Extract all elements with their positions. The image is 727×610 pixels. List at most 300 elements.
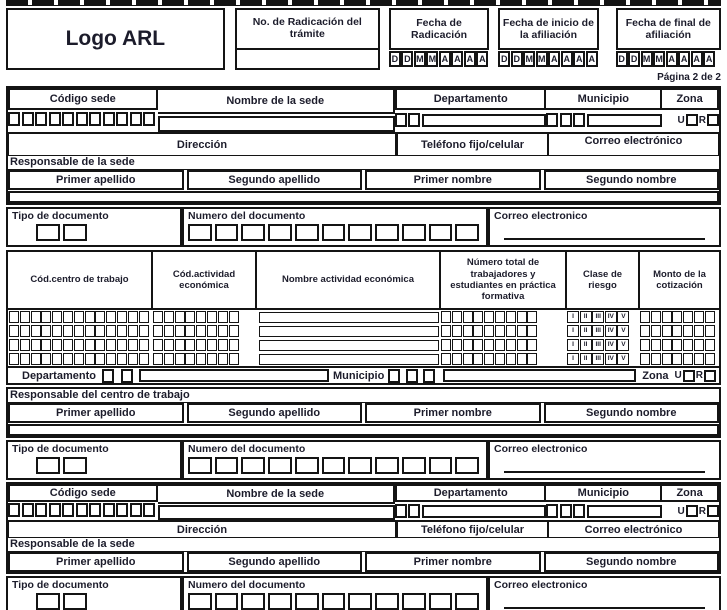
direccion-field[interactable]: Dirección xyxy=(8,133,396,156)
doc-type-cell[interactable] xyxy=(63,224,87,241)
date-cell[interactable]: A xyxy=(678,51,690,67)
char-cell[interactable] xyxy=(62,503,74,517)
grid-cell[interactable] xyxy=(506,311,516,323)
grid-cell[interactable] xyxy=(229,311,239,323)
char-cell[interactable] xyxy=(546,113,558,127)
grid-cell[interactable] xyxy=(207,353,217,365)
grid-cell[interactable] xyxy=(683,311,693,323)
grid-cell[interactable] xyxy=(705,325,715,337)
doc-number-cell[interactable] xyxy=(322,224,346,241)
grid-cell[interactable] xyxy=(452,353,462,365)
grid-cell[interactable] xyxy=(31,353,41,365)
grid-cell[interactable] xyxy=(452,325,462,337)
grid-cell[interactable] xyxy=(207,339,217,351)
grid-cell[interactable] xyxy=(218,353,228,365)
grid-cell[interactable] xyxy=(495,311,505,323)
char-cell[interactable] xyxy=(49,503,61,517)
date-cell[interactable]: A xyxy=(451,51,463,67)
grid-cell[interactable] xyxy=(20,353,30,365)
doc-number-cell[interactable] xyxy=(241,593,265,610)
doc-number-cell[interactable] xyxy=(241,224,265,241)
grid-cell[interactable] xyxy=(164,311,174,323)
doc-number-cell[interactable] xyxy=(215,457,239,474)
grid-cell[interactable] xyxy=(63,325,73,337)
doc-type-cell[interactable] xyxy=(63,593,87,610)
doc-number-cell[interactable] xyxy=(322,457,346,474)
grid-cell[interactable] xyxy=(218,325,228,337)
char-cell[interactable] xyxy=(408,504,420,518)
grid-cell[interactable] xyxy=(527,353,537,365)
date-cell[interactable]: A xyxy=(691,51,703,67)
zona-r-checkbox[interactable] xyxy=(707,114,719,126)
grid-cell[interactable] xyxy=(139,353,149,365)
doc-number-cell[interactable] xyxy=(215,593,239,610)
date-cell[interactable]: A xyxy=(476,51,488,67)
nombre-actividad-input[interactable] xyxy=(259,340,439,351)
grid-cell[interactable] xyxy=(229,325,239,337)
doc-type-cell[interactable] xyxy=(63,457,87,474)
grid-cell[interactable] xyxy=(74,325,84,337)
doc-number-cell[interactable] xyxy=(375,593,399,610)
grid-cell[interactable] xyxy=(484,311,494,323)
grid-cell[interactable] xyxy=(164,325,174,337)
grid-cell[interactable] xyxy=(441,353,451,365)
doc-number-cell[interactable] xyxy=(348,224,372,241)
risk-cell-iii[interactable]: III xyxy=(592,353,604,365)
date-cell[interactable]: D xyxy=(401,51,413,67)
grid-cell[interactable] xyxy=(705,311,715,323)
grid-cell[interactable] xyxy=(218,339,228,351)
date-cell[interactable]: M xyxy=(414,51,426,67)
risk-cell-iv[interactable]: IV xyxy=(605,339,617,351)
char-cell[interactable] xyxy=(573,113,585,127)
grid-cell[interactable] xyxy=(95,353,105,365)
char-cell[interactable] xyxy=(102,369,114,383)
grid-cell[interactable] xyxy=(128,339,138,351)
risk-cell-i[interactable]: I xyxy=(567,353,579,365)
grid-cell[interactable] xyxy=(495,353,505,365)
risk-cell-i[interactable]: I xyxy=(567,311,579,323)
nombre-actividad-header: Nombre actividad económica xyxy=(257,252,441,310)
grid-cell[interactable] xyxy=(229,339,239,351)
nombres-input-row[interactable] xyxy=(8,424,719,436)
risk-cell-iii[interactable]: III xyxy=(592,311,604,323)
date-cell[interactable]: D xyxy=(628,51,640,67)
grid-cell[interactable] xyxy=(506,325,516,337)
grid-cell[interactable] xyxy=(9,339,19,351)
grid-cell[interactable] xyxy=(52,339,62,351)
grid-cell[interactable] xyxy=(31,325,41,337)
date-cell[interactable]: M xyxy=(641,51,653,67)
telefono-field[interactable]: Teléfono fijo/celular xyxy=(396,133,548,156)
doc-number-cell[interactable] xyxy=(322,593,346,610)
risk-cell-v[interactable]: V xyxy=(617,311,629,323)
risk-cell-iv[interactable]: IV xyxy=(605,353,617,365)
date-cell[interactable]: A xyxy=(439,51,451,67)
doc-number-cell[interactable] xyxy=(402,224,426,241)
grid-cell[interactable] xyxy=(662,325,672,337)
char-cell[interactable] xyxy=(573,504,585,518)
grid-cell[interactable] xyxy=(9,325,19,337)
grid-cell[interactable] xyxy=(20,339,30,351)
char-cell[interactable] xyxy=(35,503,47,517)
char-cell[interactable] xyxy=(116,112,128,126)
grid-cell[interactable] xyxy=(527,325,537,337)
grid-cell[interactable] xyxy=(85,325,95,337)
grid-cell[interactable] xyxy=(153,311,163,323)
grid-cell[interactable] xyxy=(153,325,163,337)
grid-cell[interactable] xyxy=(207,311,217,323)
grid-cell[interactable] xyxy=(495,325,505,337)
grid-cell[interactable] xyxy=(463,339,473,351)
risk-cell-ii[interactable]: II xyxy=(580,325,592,337)
grid-cell[interactable] xyxy=(473,353,483,365)
date-cell[interactable]: D xyxy=(511,51,523,67)
grid-cell[interactable] xyxy=(683,339,693,351)
grid-cell[interactable] xyxy=(441,311,451,323)
grid-cell[interactable] xyxy=(117,339,127,351)
grid-cell[interactable] xyxy=(196,311,206,323)
grid-cell[interactable] xyxy=(527,311,537,323)
departamento-input[interactable] xyxy=(422,114,547,127)
grid-cell[interactable] xyxy=(117,325,127,337)
grid-cell[interactable] xyxy=(651,339,661,351)
date-cell[interactable]: D xyxy=(498,51,510,67)
grid-cell[interactable] xyxy=(527,339,537,351)
risk-cell-v[interactable]: V xyxy=(617,339,629,351)
grid-cell[interactable] xyxy=(52,353,62,365)
date-cell[interactable]: A xyxy=(703,51,715,67)
char-cell[interactable] xyxy=(49,112,61,126)
char-cell[interactable] xyxy=(560,504,572,518)
zona-u-checkbox[interactable] xyxy=(686,114,698,126)
radicacion-input[interactable] xyxy=(237,48,378,68)
grid-cell[interactable] xyxy=(95,311,105,323)
char-cell[interactable] xyxy=(89,503,101,517)
grid-cell[interactable] xyxy=(185,339,195,351)
grid-cell[interactable] xyxy=(473,339,483,351)
risk-cell-ii[interactable]: II xyxy=(580,311,592,323)
grid-cell[interactable] xyxy=(683,325,693,337)
nombre-actividad-input[interactable] xyxy=(259,312,439,323)
grid-cell[interactable] xyxy=(31,311,41,323)
char-cell[interactable] xyxy=(130,112,142,126)
char-cell[interactable] xyxy=(395,504,407,518)
grid-cell[interactable] xyxy=(52,325,62,337)
grid-cell[interactable] xyxy=(662,339,672,351)
doc-number-cell[interactable] xyxy=(215,224,239,241)
date-cell[interactable]: A xyxy=(464,51,476,67)
doc-number-cell[interactable] xyxy=(241,457,265,474)
grid-cell[interactable] xyxy=(473,325,483,337)
grid-cell[interactable] xyxy=(672,311,682,323)
char-cell[interactable] xyxy=(8,503,20,517)
char-cell[interactable] xyxy=(423,369,435,383)
grid-cell[interactable] xyxy=(128,311,138,323)
grid-cell[interactable] xyxy=(452,339,462,351)
grid-cell[interactable] xyxy=(495,339,505,351)
grid-cell[interactable] xyxy=(517,339,527,351)
grid-cell[interactable] xyxy=(85,311,95,323)
grid-cell[interactable] xyxy=(705,339,715,351)
doc-number-cell[interactable] xyxy=(455,457,479,474)
correo-field[interactable]: Correo electrónico xyxy=(548,133,719,156)
grid-cell[interactable] xyxy=(463,353,473,365)
correo-input[interactable] xyxy=(504,459,705,473)
risk-cell-iii[interactable]: III xyxy=(592,339,604,351)
grid-cell[interactable] xyxy=(196,325,206,337)
risk-cell-v[interactable]: V xyxy=(617,353,629,365)
grid-cell[interactable] xyxy=(128,325,138,337)
doc-number-cell[interactable] xyxy=(188,593,212,610)
doc-number-cell[interactable] xyxy=(295,224,319,241)
doc-number-cell[interactable] xyxy=(348,593,372,610)
char-cell[interactable] xyxy=(22,503,34,517)
risk-cell-i[interactable]: I xyxy=(567,339,579,351)
grid-cell[interactable] xyxy=(9,353,19,365)
grid-cell[interactable] xyxy=(63,339,73,351)
grid-cell[interactable] xyxy=(117,353,127,365)
doc-number-cell[interactable] xyxy=(429,593,453,610)
grid-cell[interactable] xyxy=(175,339,185,351)
risk-cell-iii[interactable]: III xyxy=(592,325,604,337)
grid-cell[interactable] xyxy=(117,311,127,323)
char-cell[interactable] xyxy=(388,369,400,383)
grid-cell[interactable] xyxy=(640,325,650,337)
grid-cell[interactable] xyxy=(473,311,483,323)
doc-type-cell[interactable] xyxy=(36,457,60,474)
date-cell[interactable]: A xyxy=(573,51,585,67)
grid-cell[interactable] xyxy=(196,339,206,351)
grid-cell[interactable] xyxy=(139,339,149,351)
grid-cell[interactable] xyxy=(705,353,715,365)
risk-cell-v[interactable]: V xyxy=(617,325,629,337)
doc-number-cell[interactable] xyxy=(402,593,426,610)
grid-cell[interactable] xyxy=(185,325,195,337)
grid-cell[interactable] xyxy=(185,353,195,365)
grid-cell[interactable] xyxy=(662,353,672,365)
doc-number-cell[interactable] xyxy=(455,593,479,610)
doc-number-cell[interactable] xyxy=(348,457,372,474)
grid-cell[interactable] xyxy=(517,311,527,323)
grid-cell[interactable] xyxy=(196,353,206,365)
grid-cell[interactable] xyxy=(694,339,704,351)
char-cell[interactable] xyxy=(408,113,420,127)
grid-cell[interactable] xyxy=(106,353,116,365)
date-cell[interactable]: A xyxy=(586,51,598,67)
grid-cell[interactable] xyxy=(672,339,682,351)
date-cell[interactable]: M xyxy=(653,51,665,67)
departamento-input[interactable] xyxy=(139,369,329,382)
grid-cell[interactable] xyxy=(74,353,84,365)
doc-type-cell[interactable] xyxy=(36,224,60,241)
grid-cell[interactable] xyxy=(694,311,704,323)
grid-cell[interactable] xyxy=(506,353,516,365)
grid-cell[interactable] xyxy=(20,311,30,323)
grid-cell[interactable] xyxy=(9,311,19,323)
grid-cell[interactable] xyxy=(651,325,661,337)
date-cell[interactable]: A xyxy=(561,51,573,67)
risk-cell-ii[interactable]: II xyxy=(580,353,592,365)
grid-cell[interactable] xyxy=(74,311,84,323)
grid-cell[interactable] xyxy=(175,325,185,337)
grid-cell[interactable] xyxy=(463,311,473,323)
grid-cell[interactable] xyxy=(85,339,95,351)
char-cell[interactable] xyxy=(143,503,155,517)
grid-cell[interactable] xyxy=(106,311,116,323)
municipio-input[interactable] xyxy=(443,369,636,382)
grid-cell[interactable] xyxy=(662,311,672,323)
grid-cell[interactable] xyxy=(484,325,494,337)
grid-cell[interactable] xyxy=(185,311,195,323)
grid-cell[interactable] xyxy=(74,339,84,351)
doc-number-cell[interactable] xyxy=(188,457,212,474)
risk-cell-i[interactable]: I xyxy=(567,325,579,337)
grid-cell[interactable] xyxy=(139,325,149,337)
char-cell[interactable] xyxy=(130,503,142,517)
char-cell[interactable] xyxy=(8,112,20,126)
char-cell[interactable] xyxy=(116,503,128,517)
correo-field[interactable]: Correo electrónico xyxy=(548,521,719,538)
grid-cell[interactable] xyxy=(20,325,30,337)
doc-type-cell[interactable] xyxy=(36,593,60,610)
zona-u-checkbox[interactable] xyxy=(683,370,695,382)
grid-cell[interactable] xyxy=(441,339,451,351)
grid-cell[interactable] xyxy=(640,353,650,365)
grid-cell[interactable] xyxy=(651,311,661,323)
grid-cell[interactable] xyxy=(128,353,138,365)
nombre-actividad-input[interactable] xyxy=(259,354,439,365)
grid-cell[interactable] xyxy=(517,353,527,365)
char-cell[interactable] xyxy=(395,113,407,127)
departamento-input[interactable] xyxy=(422,505,547,518)
grid-cell[interactable] xyxy=(463,325,473,337)
grid-cell[interactable] xyxy=(95,339,105,351)
char-cell[interactable] xyxy=(62,112,74,126)
char-cell[interactable] xyxy=(89,112,101,126)
nombre-sede-input[interactable] xyxy=(158,505,395,520)
grid-cell[interactable] xyxy=(683,353,693,365)
doc-number-cell[interactable] xyxy=(455,224,479,241)
grid-cell[interactable] xyxy=(63,311,73,323)
grid-cell[interactable] xyxy=(153,353,163,365)
grid-cell[interactable] xyxy=(41,325,51,337)
doc-number-cell[interactable] xyxy=(295,593,319,610)
municipio-input[interactable] xyxy=(587,505,662,518)
correo-input[interactable] xyxy=(504,595,705,609)
char-cell[interactable] xyxy=(76,503,88,517)
grid-cell[interactable] xyxy=(229,353,239,365)
grid-cell[interactable] xyxy=(164,353,174,365)
grid-cell[interactable] xyxy=(640,311,650,323)
char-cell[interactable] xyxy=(406,369,418,383)
risk-cell-iv[interactable]: IV xyxy=(605,325,617,337)
char-cell[interactable] xyxy=(560,113,572,127)
grid-cell[interactable] xyxy=(106,325,116,337)
doc-number-cell[interactable] xyxy=(429,457,453,474)
char-cell[interactable] xyxy=(103,112,115,126)
grid-cell[interactable] xyxy=(484,353,494,365)
doc-number-cell[interactable] xyxy=(375,224,399,241)
grid-cell[interactable] xyxy=(41,339,51,351)
risk-cell-iv[interactable]: IV xyxy=(605,311,617,323)
date-cell[interactable]: D xyxy=(616,51,628,67)
date-cell[interactable]: M xyxy=(536,51,548,67)
grid-cell[interactable] xyxy=(441,325,451,337)
grid-cell[interactable] xyxy=(651,353,661,365)
grid-cell[interactable] xyxy=(207,325,217,337)
telefono-field[interactable]: Teléfono fijo/celular xyxy=(396,521,548,538)
grid-cell[interactable] xyxy=(694,353,704,365)
doc-number-cell[interactable] xyxy=(188,224,212,241)
date-cell[interactable]: A xyxy=(666,51,678,67)
doc-number-cell[interactable] xyxy=(268,457,292,474)
char-cell[interactable] xyxy=(121,369,133,383)
doc-number-cell[interactable] xyxy=(295,457,319,474)
grid-cell[interactable] xyxy=(672,353,682,365)
grid-cell[interactable] xyxy=(31,339,41,351)
zona-r-checkbox[interactable] xyxy=(707,505,719,517)
char-cell[interactable] xyxy=(76,112,88,126)
grid-cell[interactable] xyxy=(63,353,73,365)
grid-cell[interactable] xyxy=(517,325,527,337)
grid-cell[interactable] xyxy=(484,339,494,351)
grid-cell[interactable] xyxy=(153,339,163,351)
grid-cell[interactable] xyxy=(85,353,95,365)
grid-cell[interactable] xyxy=(452,311,462,323)
grid-cell[interactable] xyxy=(41,311,51,323)
zona-r-checkbox[interactable] xyxy=(704,370,716,382)
grid-cell[interactable] xyxy=(506,339,516,351)
grid-cell[interactable] xyxy=(52,311,62,323)
grid-cell[interactable] xyxy=(95,325,105,337)
char-cell[interactable] xyxy=(546,504,558,518)
char-cell[interactable] xyxy=(35,112,47,126)
char-cell[interactable] xyxy=(22,112,34,126)
doc-number-cell[interactable] xyxy=(268,224,292,241)
grid-cell[interactable] xyxy=(175,353,185,365)
char-cell[interactable] xyxy=(103,503,115,517)
grid-cell[interactable] xyxy=(139,311,149,323)
grid-cell[interactable] xyxy=(672,325,682,337)
direccion-field[interactable]: Dirección xyxy=(8,521,396,538)
date-cell[interactable]: A xyxy=(548,51,560,67)
date-cell[interactable]: M xyxy=(523,51,535,67)
nombres-input-row[interactable] xyxy=(8,191,719,203)
grid-cell[interactable] xyxy=(694,325,704,337)
grid-cell[interactable] xyxy=(164,339,174,351)
date-cell[interactable]: M xyxy=(426,51,438,67)
correo-input[interactable] xyxy=(504,226,705,240)
grid-cell[interactable] xyxy=(41,353,51,365)
risk-cell-ii[interactable]: II xyxy=(580,339,592,351)
grid-cell[interactable] xyxy=(106,339,116,351)
doc-number-cell[interactable] xyxy=(375,457,399,474)
char-cell[interactable] xyxy=(143,112,155,126)
doc-number-cell[interactable] xyxy=(402,457,426,474)
doc-number-cell[interactable] xyxy=(429,224,453,241)
table-body-row xyxy=(8,310,719,324)
nombre-sede-input[interactable] xyxy=(158,116,395,132)
grid-cell[interactable] xyxy=(640,339,650,351)
municipio-input[interactable] xyxy=(587,114,662,127)
date-cell[interactable]: D xyxy=(389,51,401,67)
grid-cell[interactable] xyxy=(175,311,185,323)
nombre-actividad-input[interactable] xyxy=(259,326,439,337)
zona-u-checkbox[interactable] xyxy=(686,505,698,517)
grid-cell[interactable] xyxy=(218,311,228,323)
doc-number-cell[interactable] xyxy=(268,593,292,610)
